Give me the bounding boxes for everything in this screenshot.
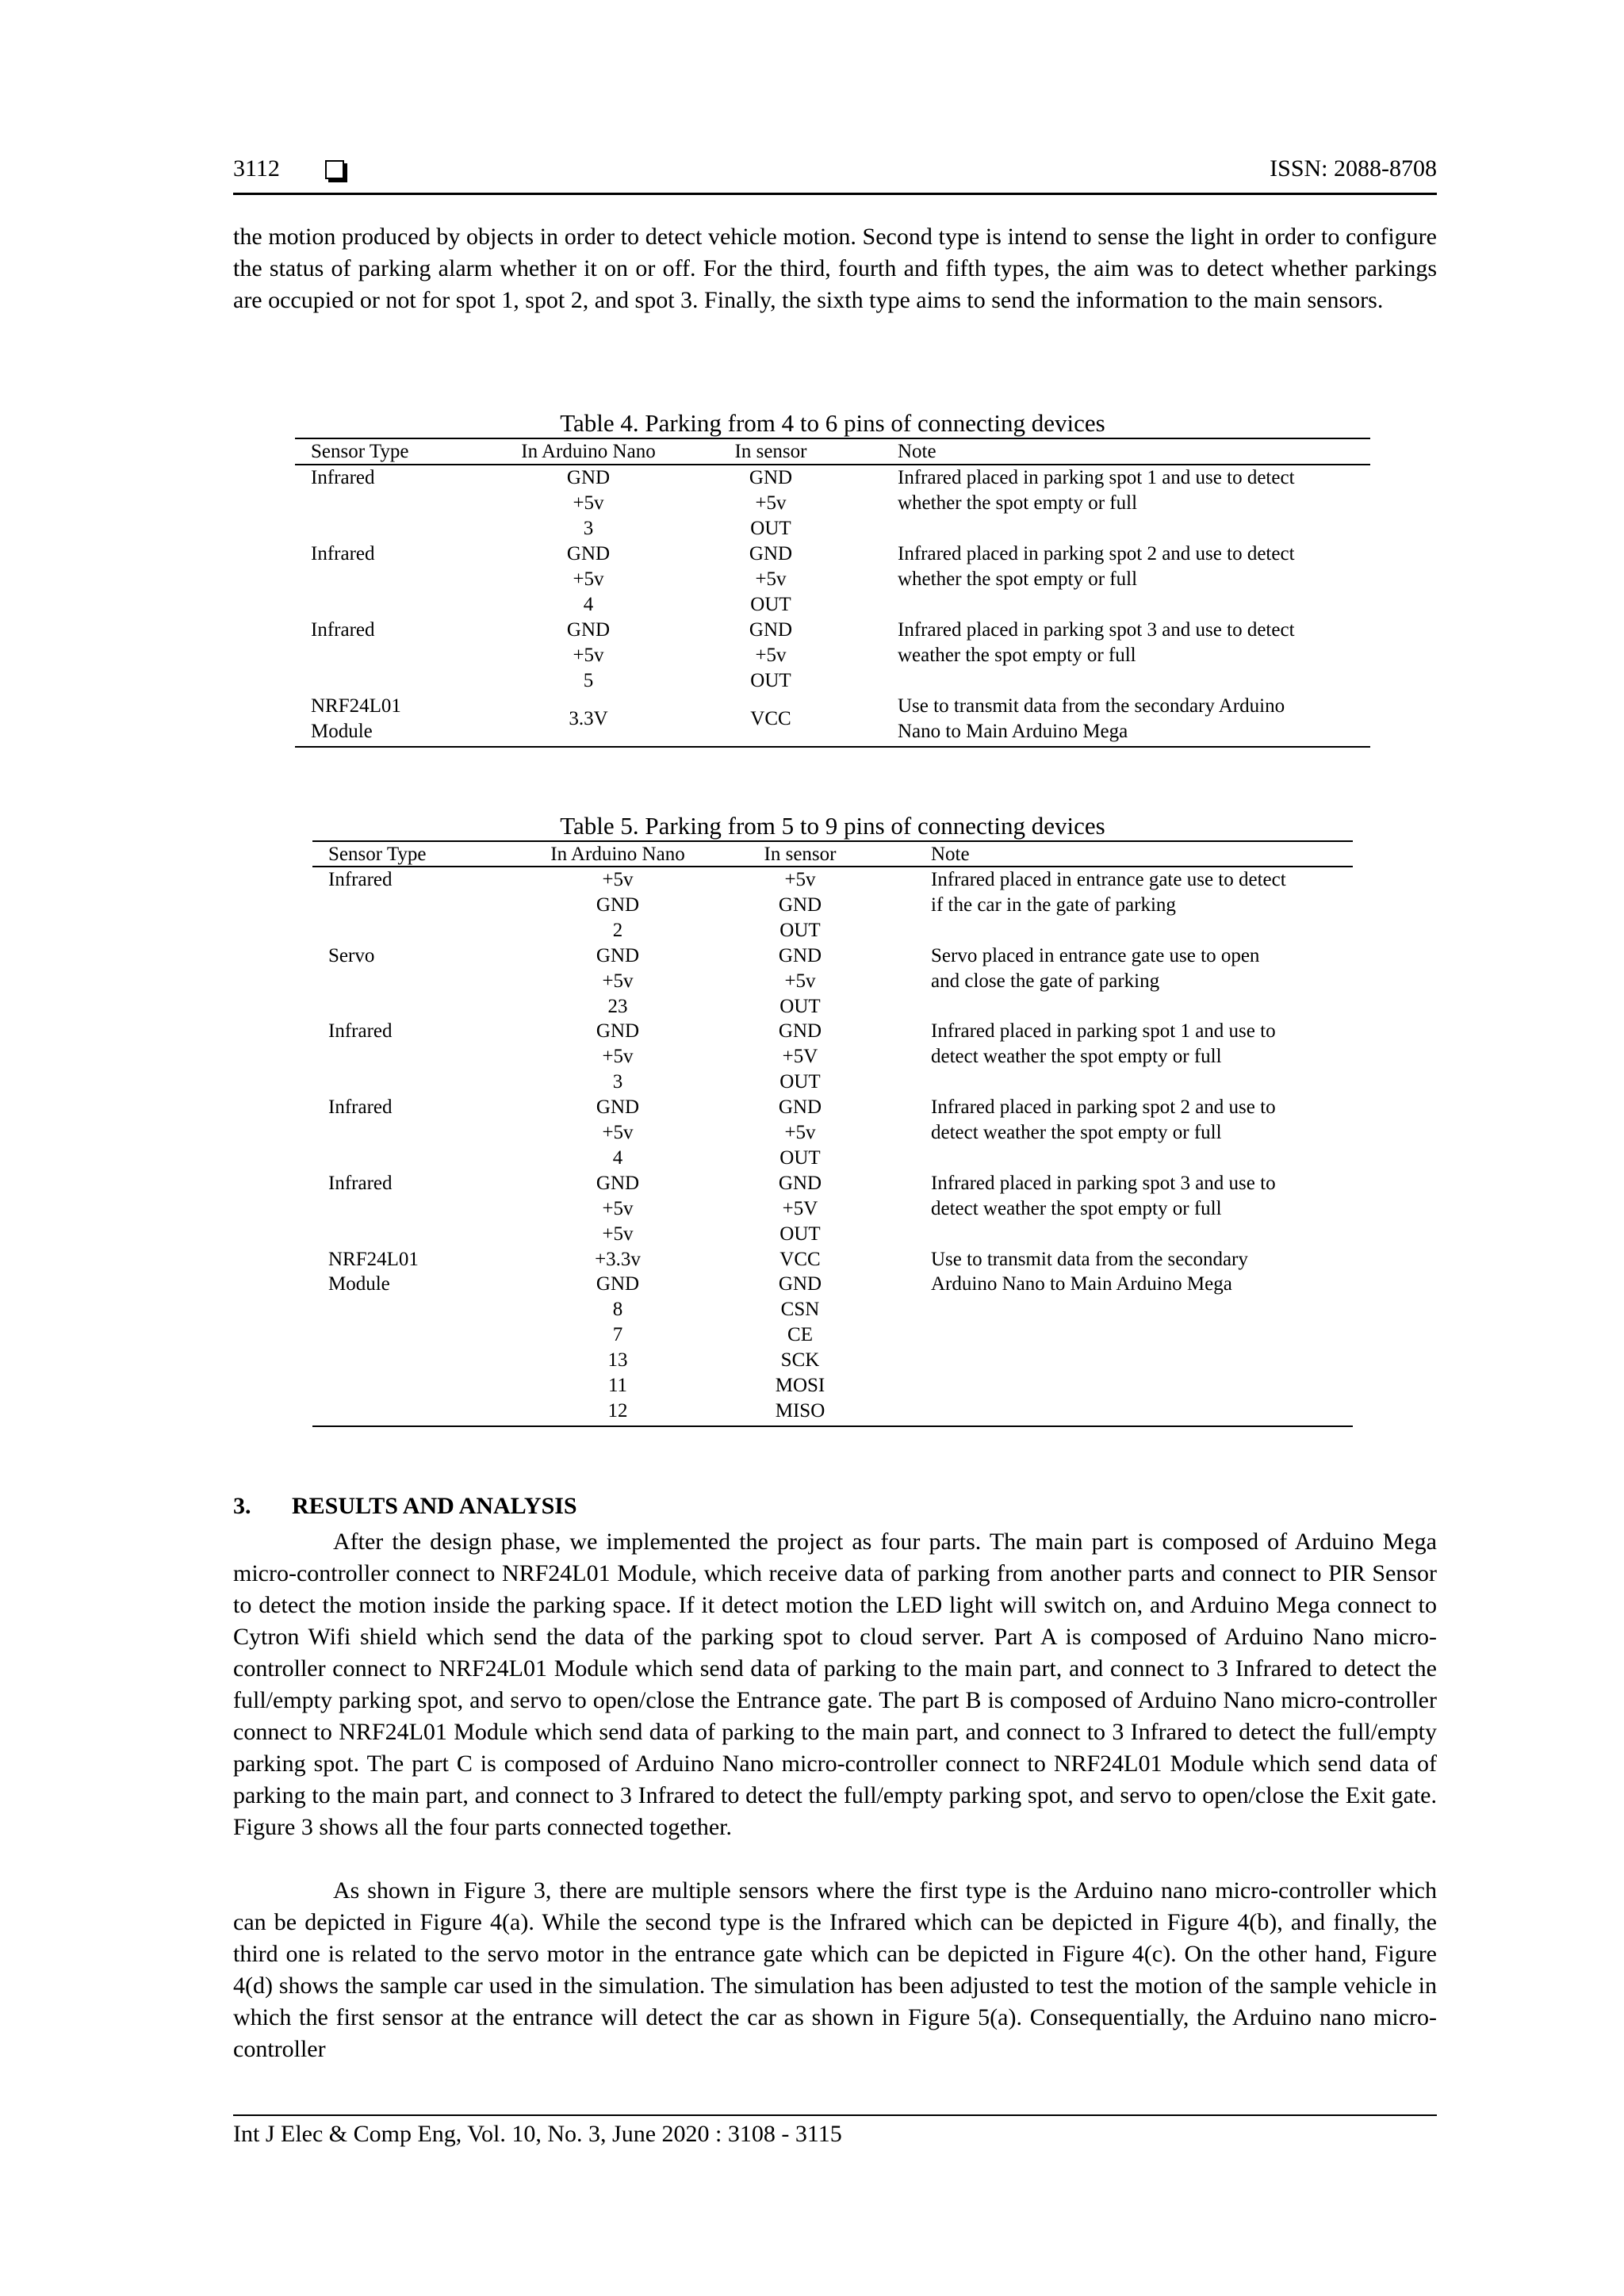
- table-cell: Infrared placed in entrance gate use to detect: [931, 869, 1286, 890]
- table-cell: Infrared: [311, 619, 375, 641]
- table-cell: VCC: [779, 1248, 821, 1270]
- table-bottom-rule: [312, 1425, 1353, 1427]
- page-footer: Int J Elec & Comp Eng, Vol. 10, No. 3, June 2020 : 3108 - 3115: [233, 2121, 842, 2147]
- header-rule: [233, 193, 1437, 195]
- column-header: In Arduino Nano: [550, 844, 685, 865]
- table-cell: +5v: [602, 1223, 634, 1245]
- table-cell: GND: [749, 619, 793, 641]
- table-cell: Infrared placed in parking spot 2 and use to detect: [898, 543, 1295, 564]
- table-cell: 5: [583, 670, 594, 691]
- table-5: [312, 812, 1353, 1427]
- table-cell: +5v: [784, 970, 816, 992]
- table-cell: GND: [596, 1273, 640, 1295]
- table-cell: +5v: [602, 869, 634, 890]
- table-cell: 3.3V: [569, 708, 608, 729]
- table-cell: Module: [328, 1273, 390, 1295]
- section-heading: [233, 1490, 577, 1522]
- table-cell: Infrared placed in parking spot 3 and use to: [931, 1172, 1276, 1194]
- table-cell: OUT: [779, 1223, 821, 1245]
- table-cell: 23: [607, 995, 628, 1017]
- issn: ISSN: 2088-8708: [1270, 155, 1437, 182]
- table-cell: +5V: [782, 1197, 818, 1219]
- table-cell: detect weather the spot empty or full: [931, 1197, 1222, 1219]
- table-cell: Infrared placed in parking spot 1 and use to detect: [898, 467, 1295, 488]
- table-cell: +5v: [602, 1046, 634, 1068]
- table-cell: GND: [778, 1020, 822, 1043]
- table-cell: whether the spot empty or full: [898, 568, 1138, 590]
- table-cell: Infrared placed in parking spot 2 and use to: [931, 1096, 1276, 1119]
- table-cell: 7: [612, 1324, 623, 1346]
- results-paragraph-2: As shown in Figure 3, there are multiple sensors where the first type is the Arduino nano micro-controller which can be depicted in Figure 4(a). While the second type is the Infrared which can be depicted in Figure 4(b), and finally, the third one is related to the servo motor in the entrance gate which can be depicted in Figure 4(c). On the other hand, Figure 4(d) shows the sample car used in the simulation. The simulation has been adjusted to test the motion of the sample vehicle in which the first sensor at the entrance will detect the car as shown in Figure 5(a). Consequentially, the Arduino nano micro-controller: [233, 1877, 1437, 2062]
- table-cell: GND: [566, 543, 611, 564]
- table-cell: SCK: [780, 1349, 820, 1372]
- table-cell: MOSI: [775, 1375, 825, 1396]
- table-cell: Infrared: [311, 543, 375, 564]
- page-number: 3112: [233, 155, 280, 182]
- table-cell: Servo placed in entrance gate use to open: [931, 944, 1260, 966]
- table-cell: Infrared: [328, 1020, 393, 1043]
- table-cell: OUT: [750, 518, 791, 539]
- table-cell: and close the gate of parking: [931, 970, 1160, 992]
- table-cell: GND: [778, 944, 822, 966]
- table-cell: GND: [596, 894, 640, 916]
- table-cell: Use to transmit data from the secondary: [931, 1248, 1248, 1270]
- table-cell: if the car in the gate of parking: [931, 894, 1176, 916]
- table-cell: Infrared: [328, 869, 393, 890]
- table-cell: +5v: [602, 1122, 634, 1143]
- table-cell: GND: [778, 1096, 822, 1119]
- table-cell: CSN: [780, 1299, 820, 1321]
- table-cell: GND: [749, 467, 793, 488]
- column-header: In Arduino Nano: [521, 441, 656, 462]
- table-cell: OUT: [779, 1071, 821, 1093]
- table-cell: Servo: [328, 944, 375, 966]
- table-cell: 11: [607, 1375, 628, 1396]
- table-cell: +5v: [755, 568, 787, 590]
- table-cell: GND: [596, 1172, 640, 1194]
- table-cell: weather the spot empty or full: [898, 645, 1136, 666]
- table-cell: +5v: [573, 645, 604, 666]
- page-header: [233, 155, 1437, 192]
- table-cell: GND: [596, 1020, 640, 1043]
- table-cell: NRF24L01: [311, 695, 401, 717]
- footer-rule: [233, 2114, 1437, 2116]
- table-cell: detect weather the spot empty or full: [931, 1046, 1222, 1068]
- table-cell: OUT: [779, 995, 821, 1017]
- column-header: Sensor Type: [328, 844, 427, 865]
- table-cell: +5v: [573, 568, 604, 590]
- table-cell: Infrared placed in parking spot 3 and use to detect: [898, 619, 1295, 641]
- column-header: Note: [898, 441, 936, 462]
- table-cell: Infrared: [328, 1096, 393, 1119]
- table-cell: OUT: [750, 594, 791, 615]
- square-icon: [325, 160, 344, 179]
- table-cell: +5v: [573, 492, 604, 514]
- table-cell: OUT: [750, 670, 791, 691]
- results-paragraph-1: After the design phase, we implemented the project as four parts. The main part is composed of Arduino Mega micro-controller connect to NRF24L01 Module, which receive data of parking from another parts and connect to PIR Sensor to detect the motion inside the parking space. If it detect motion the LED light will switch on, and Arduino Mega connect to Cytron Wifi shield which send the data of the parking spot to cloud server. Part A is composed of Arduino Nano micro-controller connect to NRF24L01 Module which send data of parking to the main part, and connect to 3 Infrared to detect the full/empty parking spot, and servo to open/close the Entrance gate. The part B is composed of Arduino Nano micro-controller connect to NRF24L01 Module which send data of parking to the main part, and connect to 3 Infrared to detect the full/empty parking spot. The part C is composed of Arduino Nano micro-controller connect to NRF24L01 Module which send data of parking to the main part, and connect to 3 Infrared to detect the full/empty parking spot, and servo to open/close the Exit gate. Figure 3 shows all the four parts connected together.: [233, 1529, 1437, 1840]
- table-cell: GND: [778, 1273, 822, 1295]
- table-5-caption: Table 5. Parking from 5 to 9 pins of connecting devices: [560, 812, 1105, 840]
- table-cell: GND: [566, 619, 611, 641]
- table-cell: 4: [583, 594, 594, 615]
- table-4-caption: Table 4. Parking from 4 to 6 pins of connecting devices: [560, 409, 1105, 437]
- table-cell: NRF24L01: [328, 1248, 419, 1270]
- section-number: 3.: [233, 1493, 251, 1519]
- table-cell: Infrared: [328, 1172, 393, 1194]
- table-cell: 3: [583, 518, 594, 539]
- table-cell: +5v: [602, 970, 634, 992]
- table-cell: Module: [311, 721, 373, 742]
- table-cell: GND: [596, 1096, 640, 1119]
- table-cell: 2: [612, 919, 623, 941]
- table-bottom-rule: [295, 746, 1370, 748]
- table-cell: 13: [607, 1349, 628, 1372]
- intro-paragraph: the motion produced by objects in order to detect vehicle motion. Second type is intend to sense the light in order to configure the status of parking alarm whether it on or off. For the third, fourth and fifth types, the aim was to detect whether parkings are occupied or not for spot 1, spot 2, and spot 3. Finally, the sixth type aims to send the information to the main sensors.: [233, 224, 1437, 313]
- table-cell: MISO: [775, 1399, 825, 1422]
- table-cell: GND: [778, 894, 822, 916]
- table-cell: OUT: [779, 919, 821, 941]
- table-cell: Use to transmit data from the secondary Arduino: [898, 695, 1285, 717]
- table-cell: +5v: [755, 492, 787, 514]
- table-cell: +5V: [782, 1046, 818, 1068]
- table-cell: +3.3v: [595, 1248, 641, 1270]
- table-cell: Infrared: [311, 467, 375, 488]
- table-cell: Infrared placed in parking spot 1 and use to: [931, 1020, 1276, 1043]
- column-header: In sensor: [734, 441, 807, 462]
- table-cell: OUT: [779, 1146, 821, 1169]
- table-cell: +5v: [602, 1197, 634, 1219]
- table-cell: 4: [612, 1146, 623, 1169]
- column-header: Note: [931, 844, 970, 865]
- table-cell: +5v: [755, 645, 787, 666]
- table-cell: Arduino Nano to Main Arduino Mega: [931, 1273, 1232, 1295]
- table-cell: +5v: [784, 1122, 816, 1143]
- table-cell: VCC: [750, 708, 791, 729]
- table-cell: Nano to Main Arduino Mega: [898, 721, 1128, 742]
- table-cell: detect weather the spot empty or full: [931, 1122, 1222, 1143]
- table-cell: GND: [778, 1172, 822, 1194]
- table-cell: +5v: [784, 869, 816, 890]
- table-cell: 12: [607, 1399, 628, 1422]
- column-header: Sensor Type: [311, 441, 409, 462]
- table-cell: GND: [566, 467, 611, 488]
- table-cell: CE: [787, 1324, 813, 1346]
- table-cell: 8: [612, 1299, 623, 1321]
- column-header: In sensor: [764, 844, 837, 865]
- table-cell: GND: [749, 543, 793, 564]
- table-cell: 3: [612, 1071, 623, 1093]
- section-title: RESULTS AND ANALYSIS: [292, 1493, 577, 1519]
- table-cell: whether the spot empty or full: [898, 492, 1138, 514]
- table-cell: GND: [596, 944, 640, 966]
- table-4: [295, 409, 1370, 750]
